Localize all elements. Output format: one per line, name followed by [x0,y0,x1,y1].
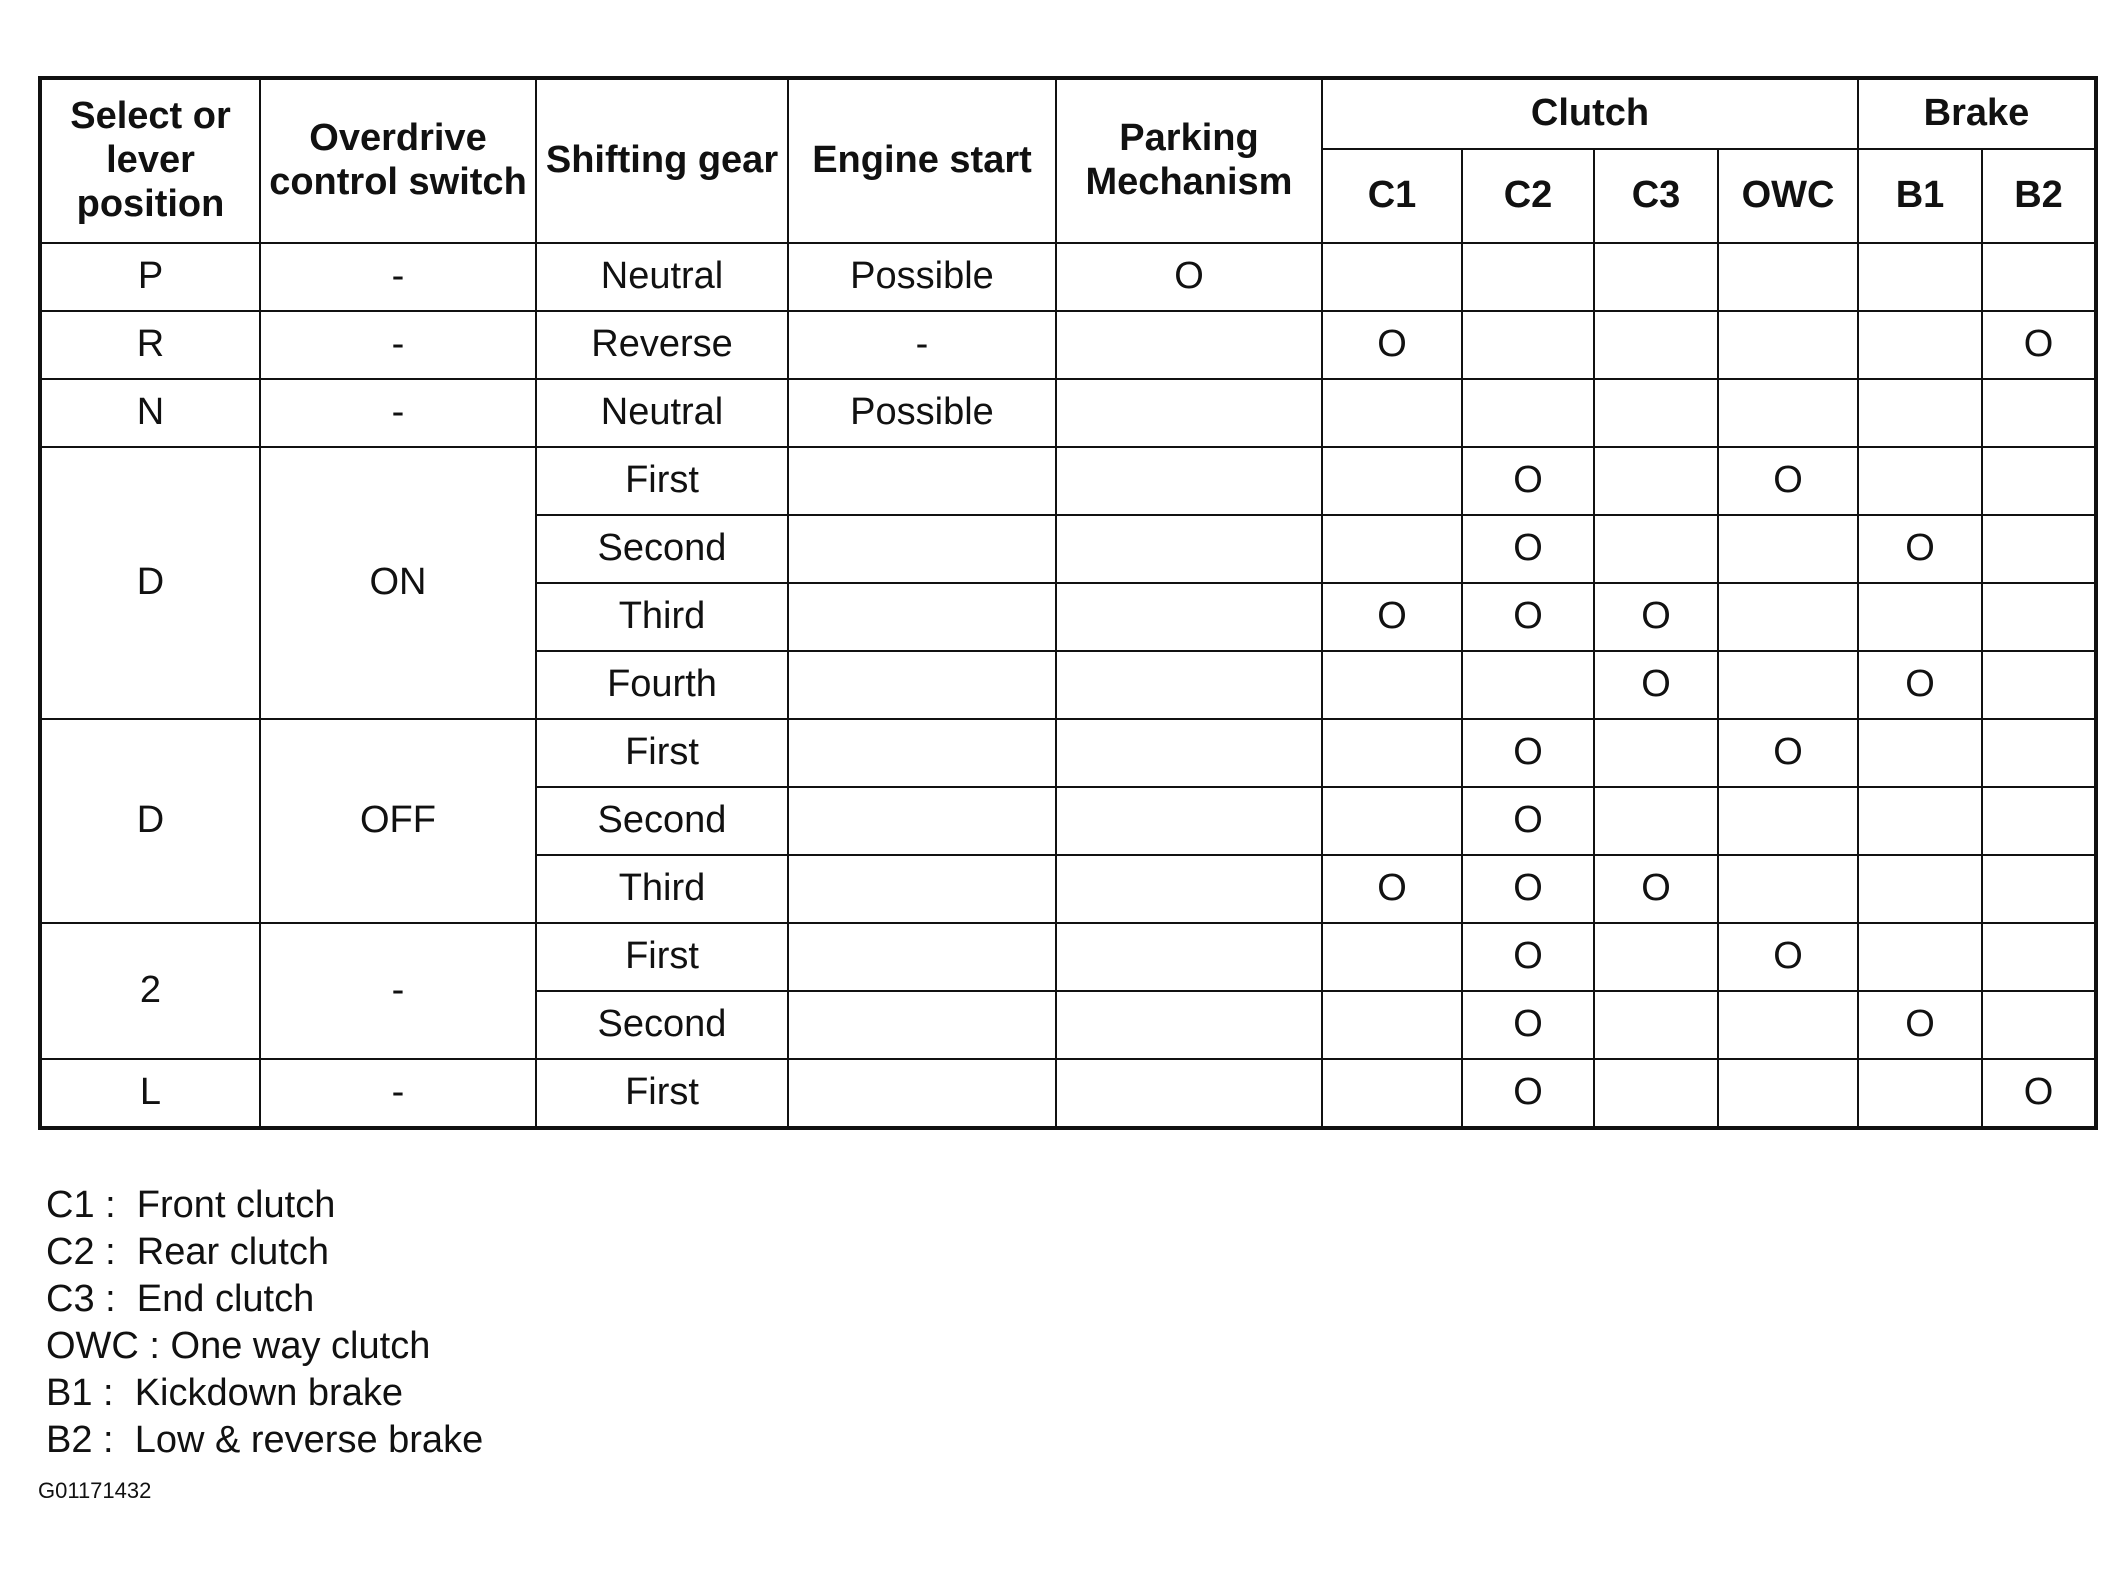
cell-engine-start [788,1059,1056,1128]
cell-parking-mechanism: O [1056,243,1322,311]
header-overdrive-switch: Overdrive control switch [260,78,536,243]
cell-c1 [1322,923,1462,991]
cell-parking-mechanism [1056,719,1322,787]
cell-engine-start [788,583,1056,651]
cell-engine-start [788,515,1056,583]
cell-b2 [1982,583,2096,651]
cell-owc [1718,855,1858,923]
cell-c2: O [1462,991,1594,1059]
cell-c1 [1322,379,1462,447]
legend-item-c2: C2 : Rear clutch [46,1231,329,1273]
cell-c1 [1322,1059,1462,1128]
cell-engine-start: Possible [788,243,1056,311]
cell-c1 [1322,787,1462,855]
cell-c3: O [1594,583,1718,651]
cell-c1 [1322,991,1462,1059]
cell-parking-mechanism [1056,855,1322,923]
cell-overdrive-switch: OFF [260,719,536,923]
legend-item-b2: B2 : Low & reverse brake [46,1419,484,1461]
cell-c3 [1594,515,1718,583]
cell-c2: O [1462,515,1594,583]
table-row [40,243,2096,311]
cell-c2: O [1462,923,1594,991]
cell-c2: O [1462,787,1594,855]
cell-b2 [1982,855,2096,923]
cell-overdrive-switch: - [260,243,536,311]
cell-parking-mechanism [1056,515,1322,583]
cell-c3 [1594,719,1718,787]
cell-parking-mechanism [1056,311,1322,379]
header-b2: B2 [1982,149,2096,243]
cell-owc [1718,991,1858,1059]
cell-b1: O [1858,515,1982,583]
cell-parking-mechanism [1056,787,1322,855]
cell-owc [1718,1059,1858,1128]
cell-owc: O [1718,447,1858,515]
cell-parking-mechanism [1056,379,1322,447]
cell-shifting-gear: First [536,923,788,991]
legend [46,1182,483,1464]
cell-parking-mechanism [1056,991,1322,1059]
shift-table-container [38,76,2098,1130]
cell-c2: O [1462,583,1594,651]
cell-owc [1718,515,1858,583]
cell-c3 [1594,311,1718,379]
cell-overdrive-switch: - [260,379,536,447]
cell-b2 [1982,651,2096,719]
cell-lever-position: R [40,311,260,379]
cell-c3 [1594,379,1718,447]
table-row [40,311,2096,379]
cell-c3: O [1594,651,1718,719]
cell-b1 [1858,583,1982,651]
cell-overdrive-switch: - [260,311,536,379]
cell-c3 [1594,787,1718,855]
cell-c2: O [1462,719,1594,787]
cell-shifting-gear: Second [536,991,788,1059]
cell-c3 [1594,1059,1718,1128]
legend-item-c3: C3 : End clutch [46,1278,315,1320]
header-brake-group: Brake [1858,78,2096,149]
cell-engine-start [788,787,1056,855]
cell-owc [1718,379,1858,447]
cell-parking-mechanism [1056,447,1322,515]
table-row [40,1059,2096,1128]
header-c2: C2 [1462,149,1594,243]
header-c3: C3 [1594,149,1718,243]
cell-shifting-gear: Neutral [536,243,788,311]
cell-c1: O [1322,583,1462,651]
cell-shifting-gear: Neutral [536,379,788,447]
cell-b2 [1982,515,2096,583]
cell-engine-start [788,991,1056,1059]
cell-shifting-gear: First [536,1059,788,1128]
cell-c3: O [1594,855,1718,923]
cell-c3 [1594,923,1718,991]
cell-owc [1718,787,1858,855]
cell-overdrive-switch: - [260,1059,536,1128]
cell-c2 [1462,651,1594,719]
cell-shifting-gear: Third [536,855,788,923]
cell-c3 [1594,243,1718,311]
cell-shifting-gear: First [536,719,788,787]
cell-b1 [1858,447,1982,515]
header-parking-mechanism: Parking Mechanism [1056,78,1322,243]
legend-item-owc: OWC : One way clutch [46,1325,431,1367]
cell-engine-start [788,447,1056,515]
cell-b1 [1858,855,1982,923]
cell-owc [1718,311,1858,379]
cell-lever-position: P [40,243,260,311]
cell-lever-position: N [40,379,260,447]
cell-lever-position: 2 [40,923,260,1059]
cell-engine-start [788,923,1056,991]
legend-item-c1: C1 : Front clutch [46,1184,336,1226]
cell-shifting-gear: Second [536,787,788,855]
cell-owc [1718,651,1858,719]
cell-shifting-gear: First [536,447,788,515]
cell-owc [1718,583,1858,651]
table-body [40,243,2096,1128]
cell-c3 [1594,991,1718,1059]
cell-b1 [1858,923,1982,991]
cell-parking-mechanism [1056,1059,1322,1128]
cell-shifting-gear: Fourth [536,651,788,719]
table-row [40,379,2096,447]
cell-c2: O [1462,1059,1594,1128]
cell-b2 [1982,243,2096,311]
cell-b1 [1858,719,1982,787]
cell-b1 [1858,379,1982,447]
cell-shifting-gear: Second [536,515,788,583]
cell-owc: O [1718,923,1858,991]
cell-owc: O [1718,719,1858,787]
cell-engine-start [788,719,1056,787]
cell-b2: O [1982,1059,2096,1128]
cell-c2 [1462,243,1594,311]
figure-id: G01171432 [38,1478,152,1503]
cell-engine-start: Possible [788,379,1056,447]
table-row [40,923,2096,991]
cell-overdrive-switch: - [260,923,536,1059]
cell-c2 [1462,379,1594,447]
header-engine-start: Engine start [788,78,1056,243]
cell-c2: O [1462,855,1594,923]
table-row [40,719,2096,787]
cell-b2: O [1982,311,2096,379]
cell-c1 [1322,447,1462,515]
cell-lever-position: L [40,1059,260,1128]
header-clutch-group: Clutch [1322,78,1858,149]
cell-lever-position: D [40,447,260,719]
cell-b2 [1982,923,2096,991]
table-row [40,447,2096,515]
legend-item-b1: B1 : Kickdown brake [46,1372,403,1414]
cell-owc [1718,243,1858,311]
cell-b1: O [1858,651,1982,719]
cell-parking-mechanism [1056,583,1322,651]
cell-parking-mechanism [1056,651,1322,719]
cell-b2 [1982,447,2096,515]
cell-b1 [1858,243,1982,311]
cell-b1: O [1858,991,1982,1059]
cell-b1 [1858,311,1982,379]
cell-b2 [1982,719,2096,787]
cell-b2 [1982,787,2096,855]
cell-c3 [1594,447,1718,515]
cell-c2: O [1462,447,1594,515]
cell-parking-mechanism [1056,923,1322,991]
cell-overdrive-switch: ON [260,447,536,719]
cell-engine-start: - [788,311,1056,379]
header-select-lever: Select or lever position [40,78,260,243]
cell-b1 [1858,787,1982,855]
cell-c1 [1322,515,1462,583]
cell-b2 [1982,379,2096,447]
header-b1: B1 [1858,149,1982,243]
cell-c1: O [1322,855,1462,923]
shift-element-table [38,76,2098,1130]
cell-c2 [1462,311,1594,379]
cell-engine-start [788,651,1056,719]
cell-lever-position: D [40,719,260,923]
cell-engine-start [788,855,1056,923]
header-owc: OWC [1718,149,1858,243]
cell-c1: O [1322,311,1462,379]
cell-c1 [1322,651,1462,719]
header-shifting-gear: Shifting gear [536,78,788,243]
cell-c1 [1322,719,1462,787]
cell-b2 [1982,991,2096,1059]
cell-shifting-gear: Third [536,583,788,651]
cell-b1 [1858,1059,1982,1128]
cell-shifting-gear: Reverse [536,311,788,379]
cell-c1 [1322,243,1462,311]
header-c1: C1 [1322,149,1462,243]
